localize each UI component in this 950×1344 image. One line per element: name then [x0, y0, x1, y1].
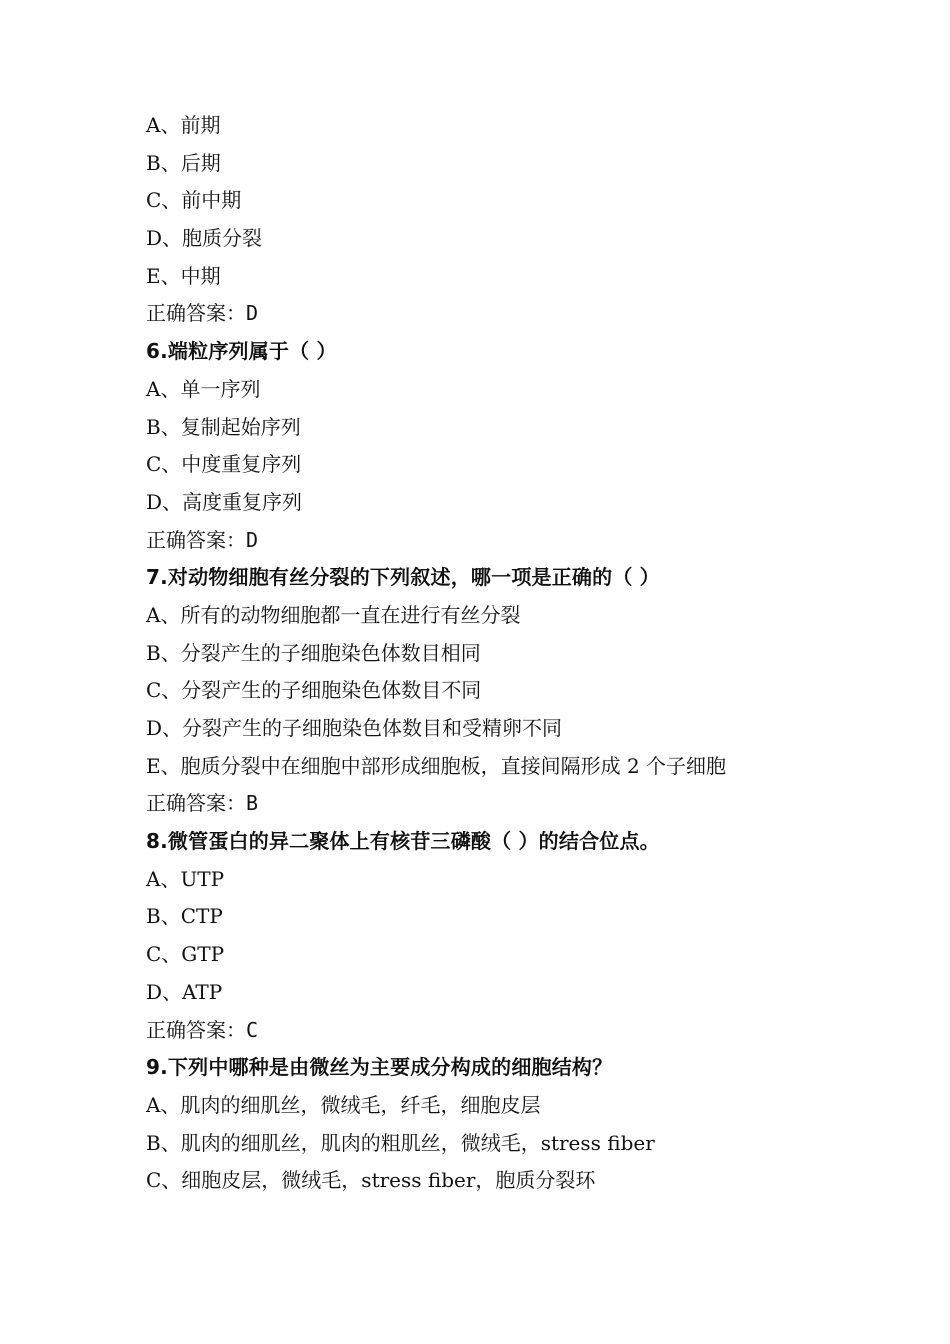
- q5-option-d: D、胞质分裂: [146, 226, 263, 251]
- q5-option-c: C、前中期: [146, 188, 242, 213]
- q6-answer: 正确答案：D: [146, 527, 259, 552]
- q5-option-e: E、中期: [146, 263, 221, 288]
- q8-option-d: D、ATP: [146, 979, 223, 1004]
- q9-option-c: C、细胞皮层，微绒毛，stress fiber，胞质分裂环: [146, 1168, 596, 1193]
- q6-option-b: B、复制起始序列: [146, 414, 301, 439]
- q5-option-a: A、前期: [146, 113, 221, 137]
- q7-option-d: D、分裂产生的子细胞染色体数目和受精卵不同: [146, 716, 563, 740]
- q5-answer: 正确答案：D: [146, 301, 259, 326]
- q6-question: 6.端粒序列属于（ ）: [146, 339, 337, 364]
- q8-option-a: A、UTP: [146, 866, 225, 891]
- q7-option-b: B、分裂产生的子细胞染色体数目相同: [146, 640, 481, 665]
- q7-option-a: A、所有的动物细胞都一直在进行有丝分裂: [146, 602, 521, 627]
- q9-question: 9.下列中哪种是由微丝为主要成分构成的细胞结构？: [146, 1055, 613, 1080]
- q6-option-c: C、中度重复序列: [146, 452, 302, 477]
- q8-option-c: C、GTP: [146, 942, 225, 967]
- q8-option-b: B、CTP: [146, 904, 223, 929]
- question-list: [146, 107, 906, 1200]
- q9-option-b: B、肌肉的细肌丝，肌肉的粗肌丝，微绒毛，stress fiber: [146, 1130, 655, 1155]
- q8-question: 8.微管蛋白的异二聚体上有核苷三磷酸（ ）的结合位点。: [146, 829, 660, 854]
- q7-answer: 正确答案：B: [146, 791, 259, 816]
- q6-option-a: A、单一序列: [146, 376, 261, 401]
- q8-answer: 正确答案：C: [146, 1017, 259, 1042]
- q7-option-c: C、分裂产生的子细胞染色体数目不同: [146, 678, 482, 703]
- q7-question: 7.对动物细胞有丝分裂的下列叙述，哪一项是正确的（ ）: [146, 565, 660, 590]
- q5-option-b: B、后期: [146, 150, 221, 175]
- q9-option-a: A、肌肉的细肌丝，微绒毛，纤毛，细胞皮层: [146, 1092, 541, 1117]
- q6-option-d: D、高度重复序列: [146, 489, 303, 514]
- q7-option-e: E、胞质分裂中在细胞中部形成细胞板，直接间隔形成 2 个子细胞: [146, 753, 727, 778]
